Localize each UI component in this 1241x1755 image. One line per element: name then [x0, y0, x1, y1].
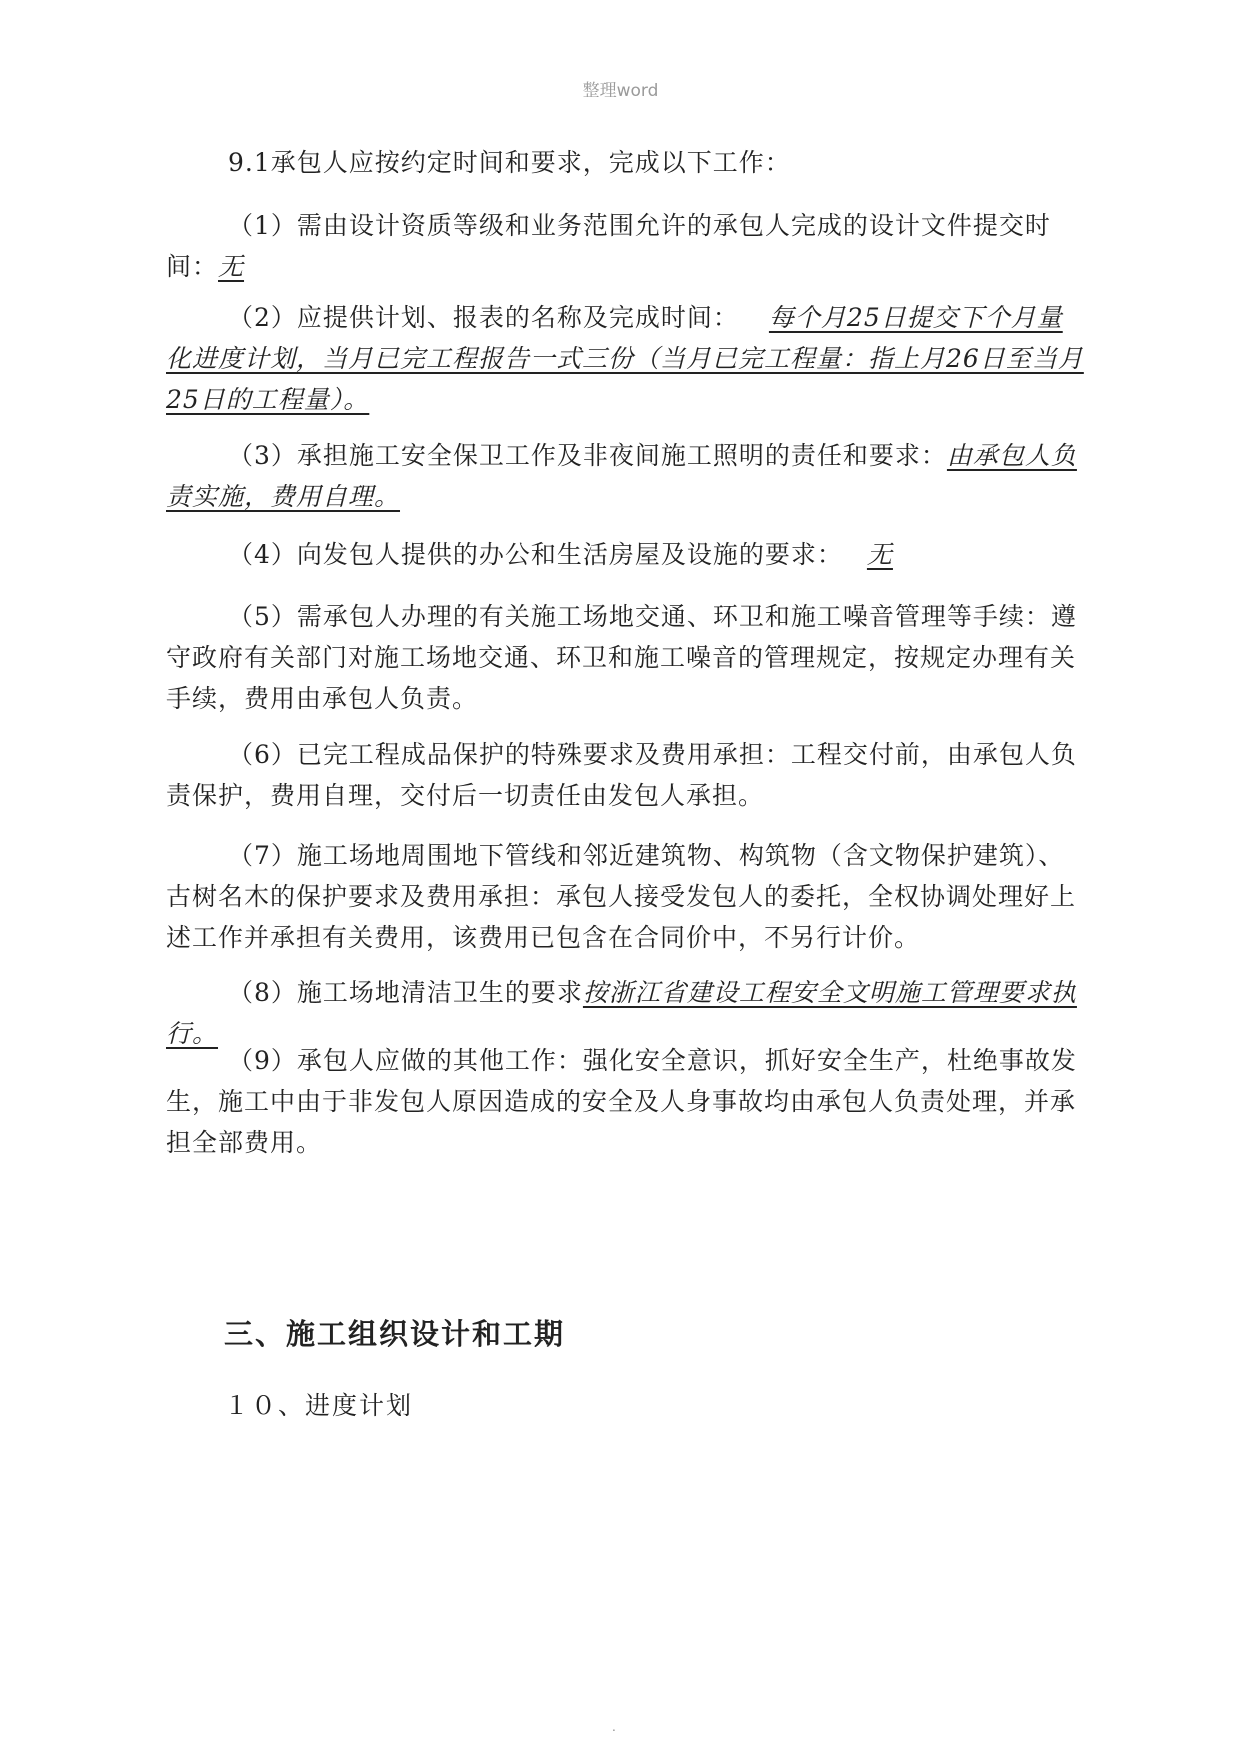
item-1-label: （1）需由设计资质等级和业务范围允许的承包人完成的设计文件提交时间：: [166, 211, 1051, 281]
header-watermark: 整理word: [582, 81, 659, 101]
item-8-label: （8）施工场地清洁卫生的要求: [228, 978, 583, 1007]
item-2-label: （2）应提供计划、报表的名称及完成时间：: [228, 303, 739, 332]
item-9-paragraph: （9）承包人应做的其他工作：强化安全意识，抓好安全生产，杜绝事故发生，施工中由于非发包人原因造成的安全及人身事故均由承包人负责处理，并承担全部费用。: [166, 1046, 1077, 1157]
item-3-paragraph: [166, 435, 1086, 517]
item-4-label: （4）向发包人提供的办公和生活房屋及设施的要求：: [228, 540, 843, 569]
item-1-value: 无: [218, 252, 245, 281]
footer-mark: .: [612, 1720, 616, 1734]
item-3-value: 由承包人负责实施，费用自理。: [166, 441, 1077, 511]
item-4-value: 无: [866, 540, 893, 569]
item-5-paragraph: （5）需承包人办理的有关施工场地交通、环卫和施工噪音管理等手续：遵守政府有关部门对施工场地交通、环卫和施工噪音的管理规定，按规定办理有关手续，费用由承包人负责。: [166, 602, 1077, 713]
section-subheading: １０、进度计划: [224, 1391, 414, 1420]
item-4-paragraph: [166, 534, 1086, 575]
item-7-paragraph: （7）施工场地周围地下管线和邻近建筑物、构筑物（含文物保护建筑）、古树名木的保护要求及费用承担：承包人接受发包人的委托，全权协调处理好上述工作并承担有关费用，该费用已包含在合同价中，不另行计价。: [166, 841, 1077, 952]
item-8-value: 按浙江省建设工程安全文明施工管理要求执行。: [166, 978, 1077, 1048]
item-3-label: （3）承担施工安全保卫工作及非夜间施工照明的责任和要求：: [228, 441, 947, 470]
item-2-paragraph: [166, 297, 1086, 420]
section-heading: 三、施工组织设计和工期: [224, 1317, 566, 1351]
item-1-paragraph: [166, 205, 1086, 287]
intro-paragraph: 9.1承包人应按约定时间和要求，完成以下工作：: [228, 148, 791, 177]
item-6-paragraph: （6）已完工程成品保护的特殊要求及费用承担：工程交付前，由承包人负责保护，费用自理，交付后一切责任由发包人承担。: [166, 740, 1077, 810]
item-2-value: 每个月25日提交下个月量化进度计划，当月已完工程报告一式三份（当月已完工程量：指上月26日至当月25日的工程量）。: [166, 303, 1084, 414]
